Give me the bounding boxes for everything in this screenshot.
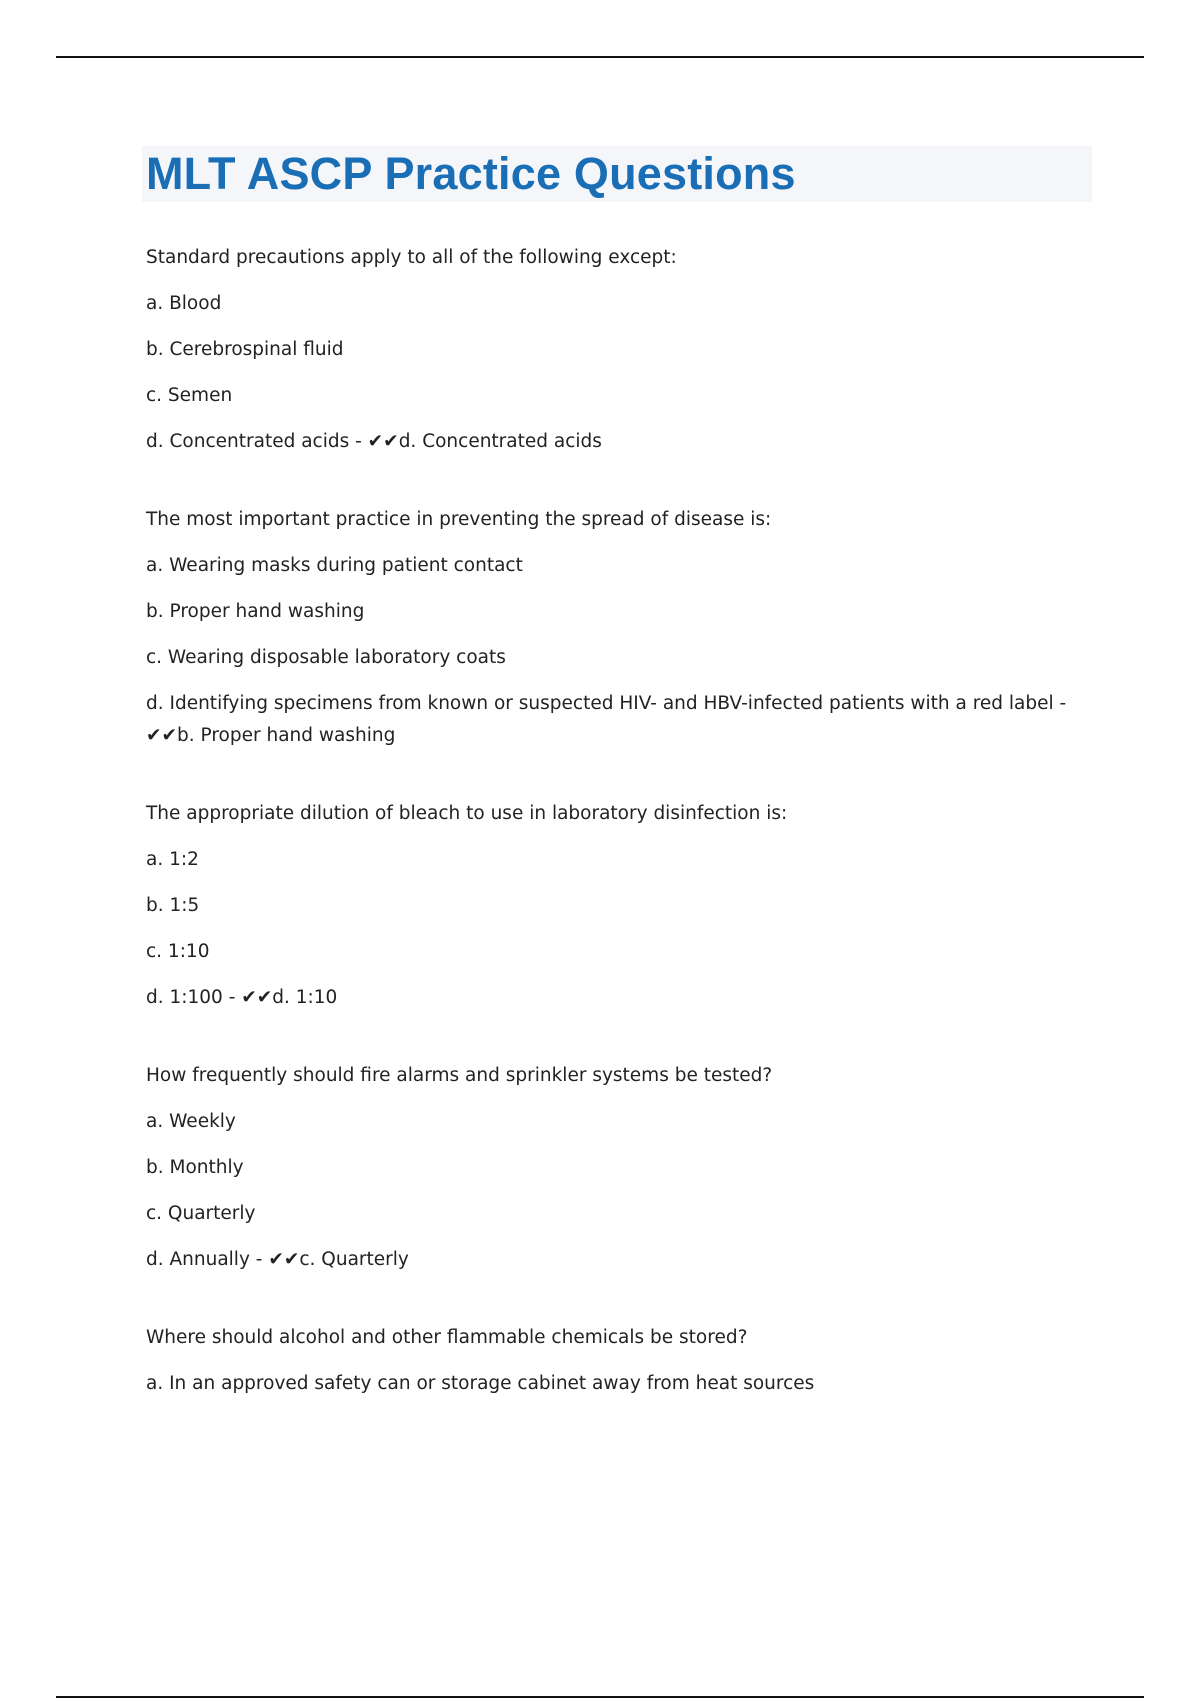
- option-text: b. Cerebrospinal fluid: [146, 339, 344, 360]
- answer-option: [146, 1368, 1092, 1400]
- question-block: [146, 798, 1092, 1014]
- option-text: a. 1:2: [146, 849, 199, 870]
- answer-option: [146, 642, 1092, 674]
- answer-option: [146, 288, 1092, 320]
- option-text: a. In an approved safety can or storage cabinet away from heat sources: [146, 1373, 815, 1394]
- option-text: d. Identifying specimens from known or suspected HIV- and HBV-infected patients with a red label: [146, 693, 1054, 714]
- answer-option: [146, 380, 1092, 412]
- answer-option: [146, 688, 1092, 752]
- question-block: [146, 1060, 1092, 1276]
- document-body: [146, 146, 1092, 1446]
- checkmark-icon: ✔✔: [146, 725, 178, 746]
- question-prompt: The most important practice in preventing the spread of disease is:: [146, 509, 772, 530]
- checkmark-icon: ✔✔: [268, 1249, 300, 1270]
- option-text: a. Blood: [146, 293, 222, 314]
- answer-option: [146, 982, 1092, 1014]
- answer-option: [146, 890, 1092, 922]
- question-prompt: The appropriate dilution of bleach to use in laboratory disinfection is:: [146, 803, 788, 824]
- option-text: d. 1:100: [146, 987, 223, 1008]
- answer-separator: -: [1053, 693, 1067, 714]
- option-text: c. Semen: [146, 385, 233, 406]
- answer-option: [146, 936, 1092, 968]
- correct-answer: c. Quarterly: [299, 1249, 409, 1270]
- footer-rule: [56, 1696, 1144, 1698]
- answer-separator: -: [249, 1249, 269, 1270]
- option-text: b. 1:5: [146, 895, 200, 916]
- correct-answer: b. Proper hand washing: [177, 725, 396, 746]
- answer-separator: -: [222, 987, 242, 1008]
- option-text: d. Concentrated acids: [146, 431, 350, 452]
- option-text: c. Wearing disposable laboratory coats: [146, 647, 506, 668]
- header-rule: [56, 56, 1144, 58]
- document-title: MLT ASCP Practice Questions: [146, 148, 796, 199]
- question-prompt: Standard precautions apply to all of the following except:: [146, 247, 677, 268]
- question-prompt: Where should alcohol and other flammable chemicals be stored?: [146, 1327, 748, 1348]
- answer-option: [146, 1244, 1092, 1276]
- option-text: c. Quarterly: [146, 1203, 256, 1224]
- question-list: [146, 242, 1092, 1400]
- correct-answer: d. 1:10: [272, 987, 338, 1008]
- answer-option: [146, 844, 1092, 876]
- checkmark-icon: ✔✔: [241, 987, 273, 1008]
- option-text: b. Proper hand washing: [146, 601, 365, 622]
- correct-answer: d. Concentrated acids: [398, 431, 602, 452]
- answer-option: [146, 334, 1092, 366]
- option-text: b. Monthly: [146, 1157, 244, 1178]
- option-text: a. Wearing masks during patient contact: [146, 555, 523, 576]
- answer-option: [146, 596, 1092, 628]
- answer-option: [146, 1152, 1092, 1184]
- option-text: d. Annually: [146, 1249, 250, 1270]
- option-text: a. Weekly: [146, 1111, 236, 1132]
- question-block: [146, 504, 1092, 752]
- answer-option: [146, 550, 1092, 582]
- title-banner: [142, 146, 1092, 202]
- answer-option: [146, 1106, 1092, 1138]
- option-text: c. 1:10: [146, 941, 210, 962]
- answer-option: [146, 426, 1092, 458]
- answer-option: [146, 1198, 1092, 1230]
- question-prompt: How frequently should fire alarms and sprinkler systems be tested?: [146, 1065, 773, 1086]
- answer-separator: -: [349, 431, 368, 452]
- checkmark-icon: ✔✔: [367, 431, 399, 452]
- question-block: [146, 242, 1092, 458]
- question-block: [146, 1322, 1092, 1400]
